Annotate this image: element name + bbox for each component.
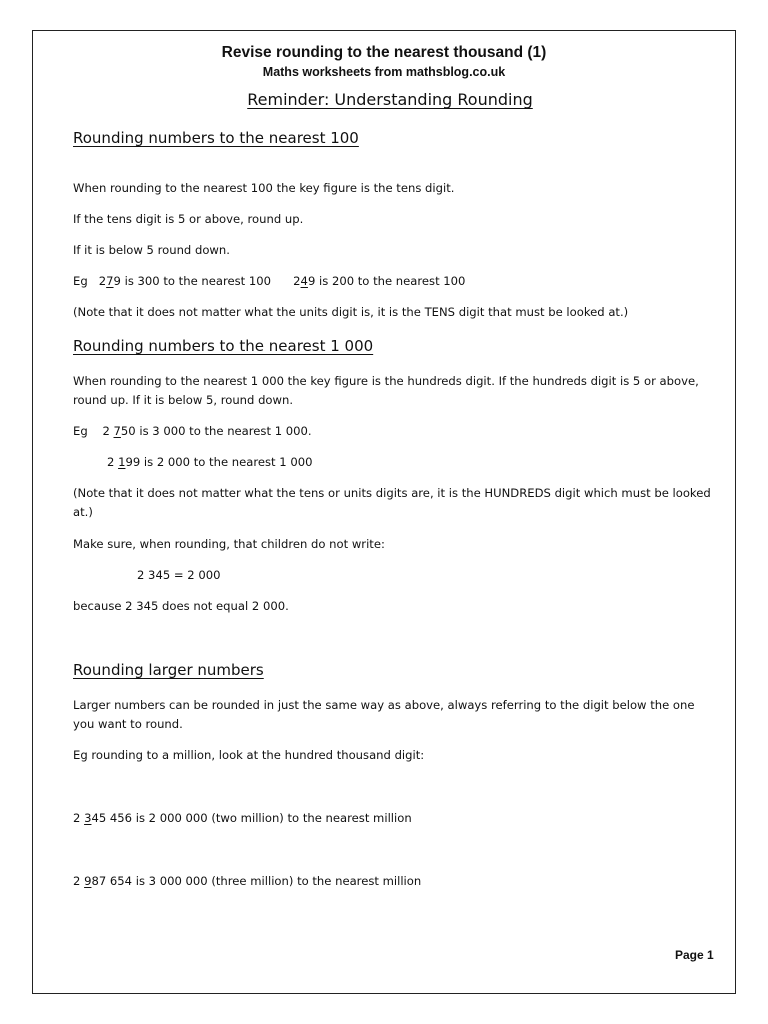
nearest-1000-note: (Note that it does not matter what the tens or units digits are, it is the HUNDREDS digit which must be looked at.) (73, 486, 711, 519)
example-b-prefix: 2 (293, 274, 301, 288)
example-2-key-digit: 1 (118, 455, 126, 469)
nearest-1000-example-2 (107, 453, 312, 472)
nearest-100-round-up: If the tens digit is 5 or above, round up. (73, 212, 304, 226)
make-sure-text: Make sure, when rounding, that children do not write: (73, 537, 385, 551)
million-1-key-digit: 3 (84, 811, 92, 825)
million-1-prefix: 2 (73, 811, 81, 825)
heading-nearest-1000: Rounding numbers to the nearest 1 000 (73, 337, 374, 355)
page-number: Page 1 (675, 948, 714, 962)
worksheet-title: Revise rounding to the nearest thousand (1) (221, 44, 547, 61)
nearest-1000-paragraph: When rounding to the nearest 1 000 the key figure is the hundreds digit. If the hundreds digit is 5 or above, round up. If it is below 5, round down. (73, 374, 699, 407)
example-2-rest: 99 is 2 000 to the nearest 1 000 (125, 455, 313, 469)
nearest-100-examples (73, 272, 465, 291)
million-2-rest: 87 654 is 3 000 000 (three million) to the nearest million (91, 874, 422, 888)
because-text: because 2 345 does not equal 2 000. (73, 599, 289, 613)
example-1-key-digit: 7 (113, 424, 121, 438)
example-a-rest: 9 is 300 to the nearest 100 (113, 274, 272, 288)
larger-numbers-paragraph: Larger numbers can be rounded in just the same way as above, always referring to the digit below the one you want to round. (73, 698, 695, 731)
example-a-key-digit: 7 (106, 274, 114, 288)
eg-label: Eg (73, 424, 88, 438)
example-a-prefix: 2 (98, 274, 107, 288)
example-1-rest: 50 is 3 000 to the nearest 1 000. (120, 424, 312, 438)
nearest-1000-example-1 (73, 422, 312, 441)
million-2-prefix: 2 (73, 874, 81, 888)
nearest-100-key-figure: When rounding to the nearest 100 the key figure is the tens digit. (73, 181, 455, 195)
heading-nearest-100: Rounding numbers to the nearest 100 (73, 129, 359, 147)
example-2-prefix: 2 (107, 455, 115, 469)
million-1-rest: 45 456 is 2 000 000 (two million) to the nearest million (91, 811, 412, 825)
million-eg-line: Eg rounding to a million, look at the hundred thousand digit: (73, 748, 425, 762)
nearest-100-note: (Note that it does not matter what the units digit is, it is the TENS digit that must be looked at.) (73, 305, 629, 319)
million-2-key-digit: 9 (84, 874, 92, 888)
reminder-heading: Reminder: Understanding Rounding (247, 90, 533, 109)
heading-larger-numbers: Rounding larger numbers (73, 661, 264, 679)
eg-label: Eg (73, 274, 88, 288)
worksheet-subtitle: Maths worksheets from mathsblog.co.uk (262, 65, 506, 79)
incorrect-equation: 2 345 = 2 000 (137, 568, 221, 582)
nearest-100-round-down: If it is below 5 round down. (73, 243, 230, 257)
example-1-prefix: 2 (102, 424, 110, 438)
example-b-key-digit: 4 (300, 274, 308, 288)
million-example-1 (73, 809, 412, 828)
million-example-2 (73, 872, 421, 891)
example-b-rest: 9 is 200 to the nearest 100 (307, 274, 466, 288)
